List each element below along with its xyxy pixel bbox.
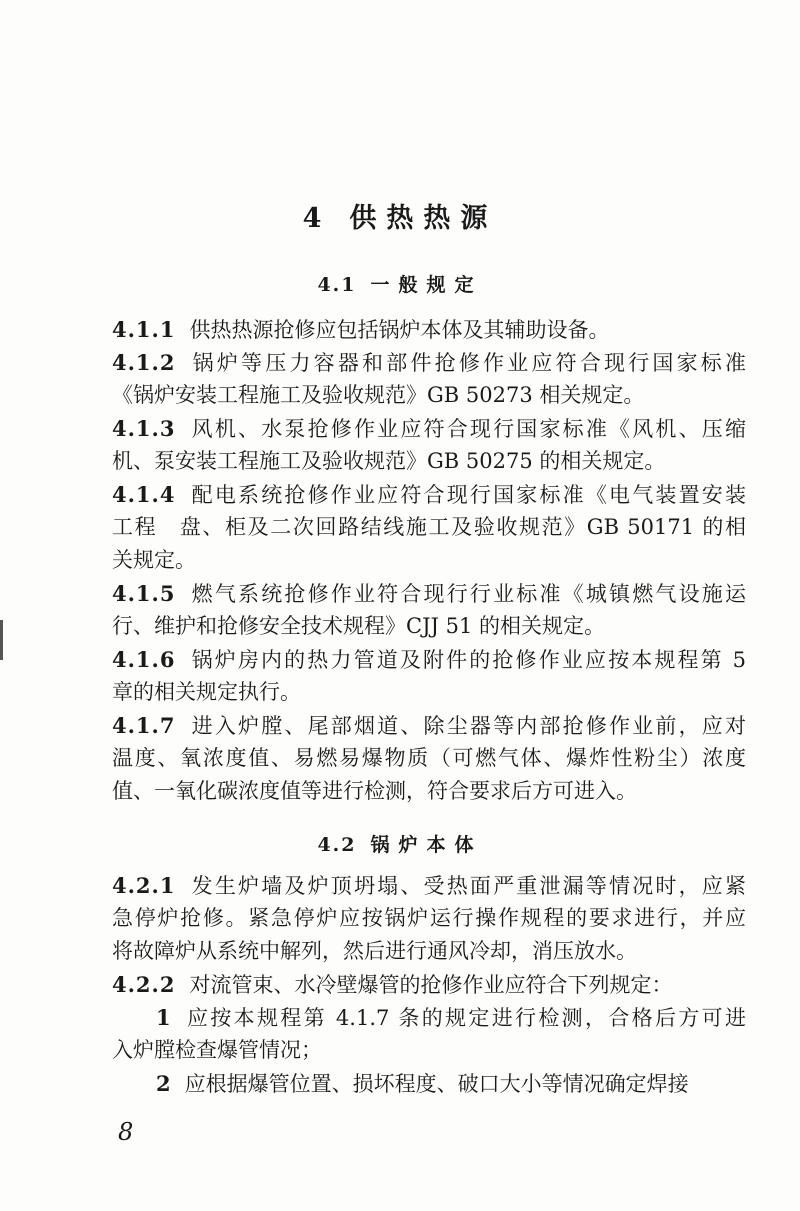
line-text: 入炉膛检查爆管情况； <box>112 1038 322 1062</box>
text-line <box>112 968 746 1001</box>
clause-4-2-2 <box>112 968 746 1001</box>
clause-4-2-1 <box>112 869 746 968</box>
text-line <box>112 902 746 935</box>
text-line <box>112 935 746 968</box>
text-line <box>112 478 746 511</box>
text-line <box>112 1067 746 1100</box>
line-text: 对流管束、水冷壁爆管的抢修作业应符合下列规定： <box>189 973 673 997</box>
list-item-2 <box>112 1067 746 1100</box>
chapter-name: 供热热源 <box>349 203 498 234</box>
text-line <box>112 577 746 610</box>
clause-4-1-7 <box>112 709 746 808</box>
text-line <box>112 511 746 544</box>
text-line <box>112 709 746 742</box>
clause-4-1-4 <box>112 478 746 577</box>
clause-4-1-1 <box>112 313 746 346</box>
text-line <box>112 346 746 379</box>
line-text: 锅炉等压力容器和部件抢修作业应符合现行国家标准 <box>189 351 746 375</box>
clause-number: 4.1.4 <box>112 482 176 507</box>
section-title: 一般规定 <box>370 274 483 296</box>
line-text: 发生炉墙及炉顶坍塌、受热面严重泄漏等情况时，应紧 <box>189 874 746 898</box>
line-text: 温度、氧浓度值、易燃易爆物质（可燃气体、爆炸性粉尘）浓度 <box>112 746 746 770</box>
line-text: 进入炉膛、尾部烟道、除尘器等内部抢修作业前，应对 <box>189 714 746 738</box>
section-heading-4-1 <box>0 270 800 297</box>
line-text: 机、泵安装工程施工及验收规范》GB 50275 的相关规定。 <box>112 449 666 473</box>
line-text: 应根据爆管位置、损坏程度、破口大小等情况确定焊接 <box>184 1072 689 1096</box>
text-line <box>112 775 746 808</box>
line-text: 锅炉房内的热力管道及附件的抢修作业应按本规程第 5 <box>189 648 746 672</box>
line-text: 应按本规程第 4.1.7 条的规定进行检测，合格后方可进 <box>184 1006 746 1030</box>
line-text: 风机、水泵抢修作业应符合现行国家标准《风机、压缩 <box>189 417 746 441</box>
text-line <box>112 676 746 709</box>
text-line <box>112 610 746 643</box>
line-text: 燃气系统抢修作业符合现行行业标准《城镇燃气设施运 <box>189 582 746 606</box>
text-line <box>112 544 746 577</box>
scan-edge-mark <box>0 620 3 660</box>
clause-number: 4.1.3 <box>112 416 176 441</box>
text-line <box>112 379 746 412</box>
clause-4-1-2 <box>112 346 746 412</box>
clause-number: 4.1.5 <box>112 581 176 606</box>
line-text: 关规定。 <box>112 548 196 572</box>
line-text: 工程 盘、柜及二次回路结线施工及验收规范》GB 50171 的相 <box>112 515 746 539</box>
text-line <box>112 1034 746 1067</box>
line-text: 将故障炉从系统中解列，然后进行通风冷却，消压放水。 <box>112 939 637 963</box>
section-title: 锅炉本体 <box>370 834 483 856</box>
section-heading-4-2 <box>0 830 800 857</box>
section-number: 4.1 <box>317 274 357 296</box>
clause-number: 4.1.1 <box>112 317 176 342</box>
line-text: 配电系统抢修作业应符合现行国家标准《电气装置安装 <box>189 483 746 507</box>
item-number: 1 <box>156 1005 171 1030</box>
text-line <box>112 412 746 445</box>
chapter-title <box>0 196 800 235</box>
clause-number: 4.2.1 <box>112 873 176 898</box>
item-number: 2 <box>156 1071 171 1096</box>
line-text: 供热热源抢修应包括锅炉本体及其辅助设备。 <box>189 318 610 342</box>
clause-4-1-6 <box>112 643 746 709</box>
clause-4-1-5 <box>112 577 746 643</box>
line-text: 值、一氧化碳浓度值等进行检测，符合要求后方可进入。 <box>112 779 637 803</box>
text-line <box>112 313 746 346</box>
clause-4-1-3 <box>112 412 746 478</box>
clause-number: 4.1.7 <box>112 713 176 738</box>
line-text: 急停炉抢修。紧急停炉应按锅炉运行操作规程的要求进行，并应 <box>112 906 746 930</box>
text-line <box>112 1001 746 1034</box>
line-text: 《锅炉安装工程施工及验收规范》GB 50273 相关规定。 <box>112 383 645 407</box>
page-number: 8 <box>118 1118 134 1146</box>
clause-number: 4.1.2 <box>112 350 176 375</box>
clause-number: 4.1.6 <box>112 647 176 672</box>
text-line <box>112 869 746 902</box>
list-item-1 <box>112 1001 746 1067</box>
text-line <box>112 742 746 775</box>
line-text: 章的相关规定执行。 <box>112 680 301 704</box>
chapter-number: 4 <box>302 203 332 234</box>
section-4-1-body <box>112 313 746 808</box>
section-4-2-body <box>112 869 746 1100</box>
text-line <box>112 445 746 478</box>
line-text: 行、维护和抢修安全技术规程》CJJ 51 的相关规定。 <box>112 614 605 638</box>
clause-number: 4.2.2 <box>112 972 176 997</box>
section-number: 4.2 <box>317 834 357 856</box>
text-line <box>112 643 746 676</box>
